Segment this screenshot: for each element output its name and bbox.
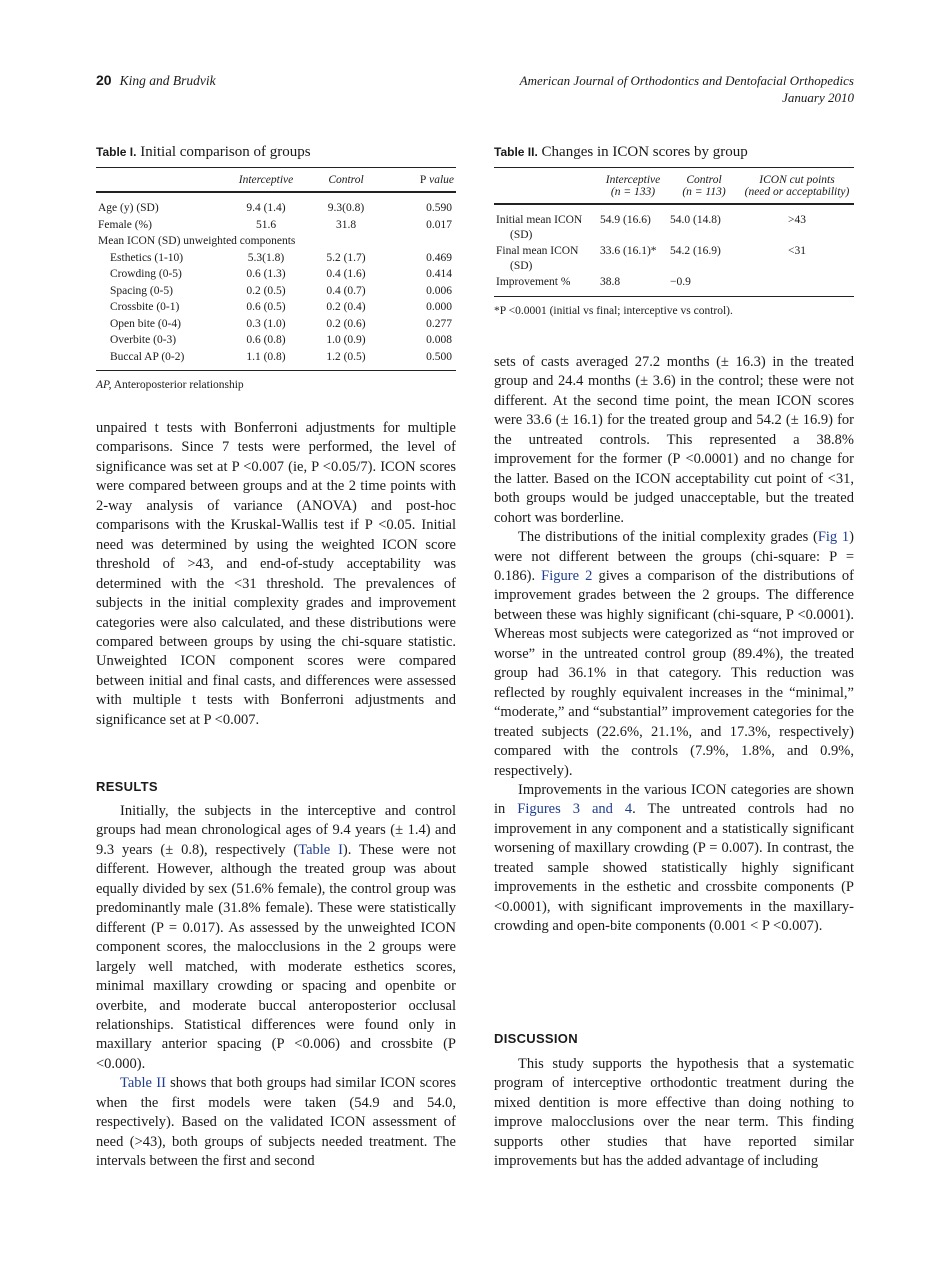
running-header-left bbox=[96, 72, 216, 89]
table1-row bbox=[96, 233, 456, 250]
table1-cell-p: 0.277 bbox=[426, 317, 452, 330]
table2-cell-interceptive: 54.9 (16.6) bbox=[600, 214, 651, 226]
table1-cell-p: 0.006 bbox=[426, 284, 452, 297]
results-paragraph-5 bbox=[494, 781, 854, 937]
table2-row-label: Improvement % bbox=[496, 276, 571, 288]
results-p2-text: shows that both groups had similar ICON scores when the first models were taken (54.9 and 54.0, respectively). Based on the validated ICON assessment of need (>43), both groups of subjects needed treatment. The intervals between the first and second bbox=[96, 1075, 457, 1170]
results-paragraph-2 bbox=[96, 1074, 456, 1171]
table1-header-control: Control bbox=[328, 174, 364, 186]
table1-row-label: Crossbite (0-1) bbox=[110, 301, 180, 313]
table1-cell-p: 0.017 bbox=[426, 218, 452, 231]
page-number: 20 bbox=[96, 72, 112, 88]
discussion-paragraph: This study supports the hypothesis that a systematic program of interceptive orthodontic treatment during the mixed dentition is more effective than doing nothing to improve malocclusions over the near term. This finding supports other studies that have reported similar improvements but has the added advantage of including bbox=[494, 1056, 854, 1170]
methods-paragraph: unpaired t tests with Bonferroni adjustments for multiple comparisons. Since 7 tests were performed, the level of significance was set at P <0.007 (ie, P <0.05/7). ICON scores were compared between groups and at the 2 time points with 2-way analysis of variance (ANOVA) and post-hoc comparisons with the Kruskal-Wallis test if P <0.05. Initial need was determined by using the weighted ICON score threshold of >43, and end-of-study acceptability was determined with the <31 threshold. The prevalences of subjects in the initial complexity grades and improvement categories were also calculated, and these distributions were compared between groups by using the chi-square statistic. Unweighted ICON component scores were compared between initial and final casts, and differences were assessed with multiple t tests with Bonferroni adjustments and significance set at P <0.007. bbox=[96, 420, 456, 728]
table2-row-label: Initial mean ICON (SD) bbox=[496, 214, 583, 241]
table1-footnote bbox=[96, 379, 456, 391]
table2-row-label: Final mean ICON (SD) bbox=[496, 245, 579, 272]
table1-row bbox=[96, 349, 456, 371]
table1-row bbox=[96, 192, 456, 217]
table1-row-label: Female (%) bbox=[98, 218, 152, 231]
table1-title: Initial comparison of groups bbox=[140, 144, 311, 160]
table1-row bbox=[96, 316, 456, 333]
right-text-block bbox=[494, 353, 854, 937]
table2-header-blank bbox=[494, 168, 598, 205]
results-p5-text-a: Improvements in the various ICON categories are shown in bbox=[494, 781, 854, 818]
table1-cell-interceptive: 9.4 (1.4) bbox=[246, 202, 286, 214]
table2-header-cutpoints: ICON cut points (need or acceptability) bbox=[744, 174, 850, 198]
table1-cell-p: 0.500 bbox=[426, 350, 452, 363]
figures3-4-link[interactable]: Figures 3 and 4 bbox=[517, 801, 633, 818]
results-p1-text-a: Initially, the subjects in the interceptive and control groups had mean chronological ages of 9.4 years (± 1.4) and 9.3 years (± 0.8), respectively ( bbox=[96, 803, 456, 858]
table1-cell-interceptive: 0.6 (1.3) bbox=[246, 268, 286, 280]
table2-header-interceptive: Interceptive (n = 133) bbox=[605, 174, 661, 198]
table2 bbox=[494, 167, 854, 297]
table1-cell-control: 0.2 (0.6) bbox=[326, 317, 366, 330]
table1-row-label: Buccal AP (0-2) bbox=[110, 350, 185, 363]
table1-cell-control: 0.2 (0.4) bbox=[326, 301, 366, 313]
left-column bbox=[96, 144, 456, 391]
right-column-table bbox=[494, 144, 854, 317]
table2-footnote: *P <0.0001 (initial vs final; interceptive vs control). bbox=[494, 304, 733, 317]
table1-cell-p: 0.000 bbox=[426, 301, 452, 313]
table1-row-label: Age (y) (SD) bbox=[98, 202, 159, 214]
table2-title: Changes in ICON scores by group bbox=[541, 144, 748, 160]
discussion-text bbox=[494, 1055, 854, 1172]
table1-cell-control: 9.3(0.8) bbox=[327, 202, 365, 214]
table2-cell-interceptive: 38.8 bbox=[600, 276, 621, 288]
left-text-block bbox=[96, 419, 456, 730]
table1-cell-control: 0.4 (1.6) bbox=[326, 268, 366, 280]
results-paragraph-4 bbox=[494, 528, 854, 781]
table2-caption bbox=[494, 144, 854, 161]
table1-cell-interceptive: 51.6 bbox=[255, 218, 277, 231]
results-p1-text-b: ). These were not different. However, although the treated group was about equally divided by sex (51.6% female), the control group was predominantly male (31.8% female). These were statistically different (P = 0.017). As assessed by the unweighted ICON component scores, the malocclusions in the 2 groups were largely well matched, with moderate esthetics scores, minimal maxillary crowding or spacing and openbite or overbite, and moderate buccal anteroposterior occlusal relationships. Statistical differences were found only in maxillary anterior spacing (P <0.006) and crossbite (P <0.000). bbox=[96, 841, 456, 1072]
table1-cell-interceptive: 0.2 (0.5) bbox=[246, 284, 286, 297]
table2-cell-cut bbox=[740, 274, 854, 296]
fig1-link[interactable]: Fig 1 bbox=[817, 529, 850, 546]
table1-cell-p: 0.590 bbox=[426, 202, 452, 214]
results-paragraph-1 bbox=[96, 802, 456, 1074]
results-p4-text-b: ) were not different between the groups (chi-square: P = 0.186). bbox=[494, 529, 854, 584]
table1-footnote-text: Anteroposterior relationship bbox=[113, 379, 244, 391]
table1-cell-control: 31.8 bbox=[335, 218, 357, 231]
table2-cell-cut: >43 bbox=[788, 214, 806, 226]
running-header-right bbox=[520, 72, 854, 106]
results-p5-text-b: . The untreated controls had no improvement in any component and a statistically significant worsening of maxillary crowding (P = 0.007). In contrast, the treated sample showed statistically highly significant improvements in the esthetic and crossbite components (P <0.0001), with significant improvements in the maxillary-crowding and open-bite components (0.001 < P <0.007). bbox=[494, 801, 855, 935]
table1-cell-p: 0.469 bbox=[426, 251, 452, 264]
table2-header-row bbox=[494, 168, 854, 205]
results-text bbox=[96, 802, 456, 1172]
table2-row bbox=[494, 274, 854, 296]
table1-cell-p: 0.414 bbox=[426, 268, 452, 280]
figure2-link[interactable]: Figure 2 bbox=[541, 567, 593, 584]
results-heading-wrap bbox=[96, 779, 456, 794]
table2-body bbox=[494, 204, 854, 296]
table1-cell-interceptive: 5.3(1.8) bbox=[247, 251, 285, 264]
table1-row-label: Esthetics (1-10) bbox=[110, 251, 184, 264]
results-p4-text-c: gives a comparison of the distributions of improvement grades between the 2 groups. The difference between these was highly significant (chi-square, P <0.0001). Whereas most subjects were categorized as “not improved or worse” in the untreated control group (89.4%), the treated group had 36.1% in that category. This reduction was reflected by roughly equivalent increases in the “minimal,” “moderate,” and “substantial” improvement categories for the treated subjects (22.6%, 21.1%, and 17.3%, respectively) compared with the controls (7.9%, 1.8%, and 0.9%, respectively). bbox=[494, 567, 854, 779]
table2-cell-control: 54.0 (14.8) bbox=[670, 214, 721, 226]
table1-row-label: Spacing (0-5) bbox=[110, 284, 173, 297]
table1-cell-control: 1.0 (0.9) bbox=[326, 334, 366, 346]
table1-cell-interceptive: 0.6 (0.8) bbox=[246, 334, 286, 346]
table2-cell-cut: <31 bbox=[788, 245, 806, 257]
table1-cell-interceptive: 1.1 (0.8) bbox=[246, 350, 286, 363]
table1-body bbox=[96, 192, 456, 371]
table1-header-p: P value bbox=[419, 174, 454, 186]
results-paragraph-3: sets of casts averaged 27.2 months (± 16.3) in the treated group and 24.4 months (± 3.6) in the control; these were not different. At the second time point, the mean ICON scores were 33.6 (± 16.1) for the treated group and 54.2 (± 16.9) for the untreated controls. This represented a 38.8% improvement for the former (P <0.0001) and no change for the latter. Based on the ICON acceptability cut point of <31, both groups would be judged unacceptable, but the treated cohort was borderline. bbox=[494, 354, 854, 526]
table1-caption bbox=[96, 144, 456, 161]
table1-link[interactable]: Table I bbox=[298, 841, 343, 858]
table2-cell-interceptive: 33.6 (16.1)* bbox=[600, 245, 657, 257]
table1-label: Table I. bbox=[96, 145, 137, 159]
table1-cell-control: 1.2 (0.5) bbox=[326, 350, 366, 363]
table1-row bbox=[96, 217, 456, 234]
table2-label: Table II. bbox=[494, 145, 538, 159]
table1-row-label: Overbite (0-3) bbox=[110, 334, 177, 346]
table1-row-label: Open bite (0-4) bbox=[110, 317, 181, 330]
table2-link[interactable]: Table II bbox=[120, 1075, 166, 1092]
table1-cell-control: 0.4 (0.7) bbox=[326, 284, 366, 297]
table2-row bbox=[494, 243, 854, 274]
table1 bbox=[96, 167, 456, 371]
table1-footnote-abbr: AP, bbox=[96, 379, 112, 391]
table2-cell-control: −0.9 bbox=[670, 276, 691, 288]
table1-cell-interceptive: 0.6 (0.5) bbox=[246, 301, 286, 313]
table1-cell-interceptive: 0.3 (1.0) bbox=[246, 317, 286, 330]
table1-row-label: Crowding (0-5) bbox=[110, 268, 182, 280]
table1-header-blank bbox=[96, 168, 226, 193]
journal-name: American Journal of Orthodontics and Dentofacial Orthopedics bbox=[519, 73, 854, 88]
table2-header-control: Control (n = 113) bbox=[682, 174, 726, 198]
discussion-heading: DISCUSSION bbox=[494, 1031, 578, 1046]
table1-cell-p: 0.008 bbox=[426, 334, 452, 346]
table1-row bbox=[96, 283, 456, 300]
table1-header-interceptive: Interceptive bbox=[238, 174, 294, 186]
table1-header-row bbox=[96, 168, 456, 193]
results-heading: RESULTS bbox=[96, 779, 158, 794]
table2-row bbox=[494, 204, 854, 243]
table1-row bbox=[96, 332, 456, 349]
discussion-heading-wrap bbox=[494, 1031, 854, 1046]
table2-cell-control: 54.2 (16.9) bbox=[670, 245, 721, 257]
table1-row-label: Mean ICON (SD) unweighted components bbox=[98, 235, 296, 247]
table1-row bbox=[96, 299, 456, 316]
issue-date: January 2010 bbox=[782, 90, 854, 105]
table1-cell-control: 5.2 (1.7) bbox=[326, 251, 366, 264]
running-authors: King and Brudvik bbox=[119, 73, 216, 88]
results-p4-text-a: The distributions of the initial complexity grades ( bbox=[518, 529, 818, 546]
table1-row bbox=[96, 266, 456, 283]
table1-row bbox=[96, 250, 456, 267]
